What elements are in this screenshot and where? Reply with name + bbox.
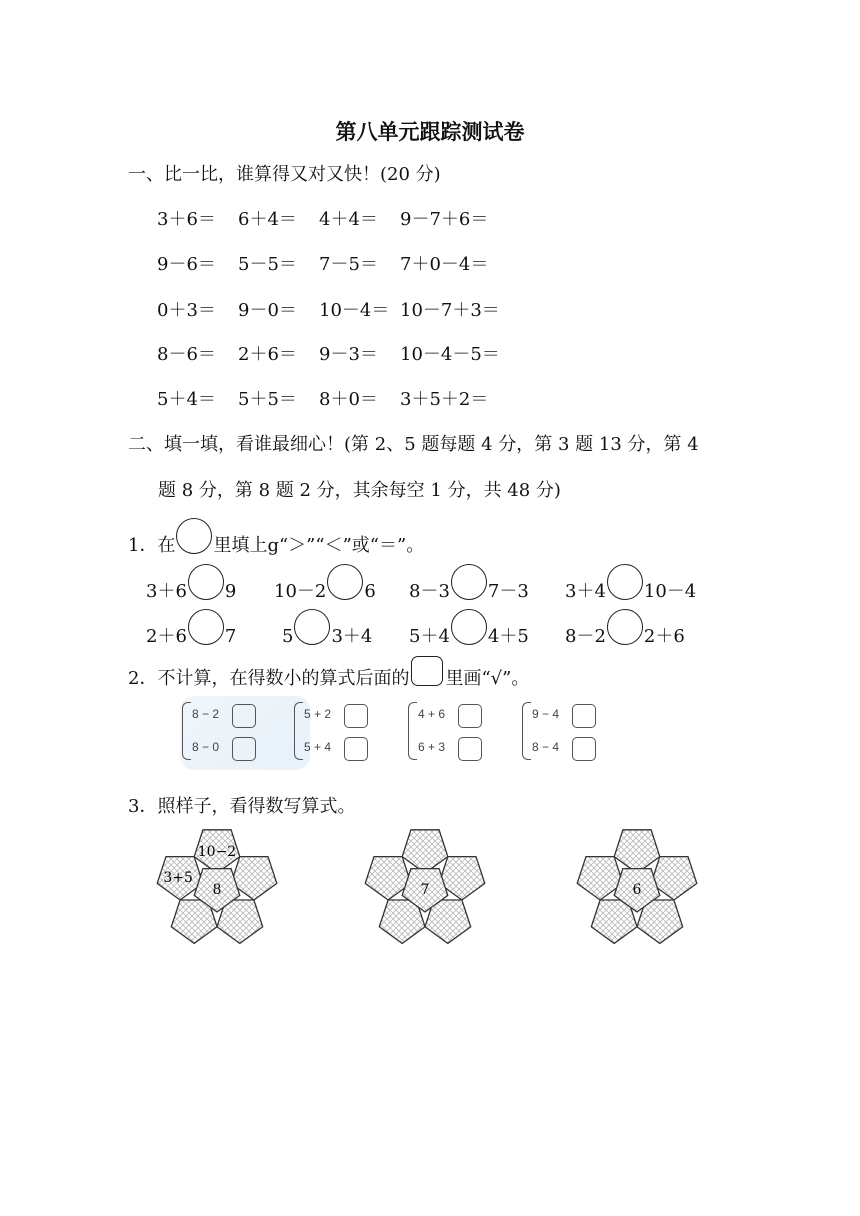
flower-example-expression: 10−2 [197,844,237,861]
compare-left: 5 [282,626,294,647]
calc-item: 9－7＋6＝ [400,209,489,230]
pentagon-flowers [0,820,860,960]
calc-item: 7－5＝ [319,254,378,275]
compare-item [146,619,236,655]
calc-item: 7＋0－4＝ [400,254,489,275]
compare-right: 2＋6 [643,626,685,647]
check-box[interactable] [232,704,256,728]
check-box[interactable] [344,704,368,728]
section2-heading-line1: 二、填一填，看谁最细心！(第 2、5 题每题 4 分，第 3 题 13 分，第 4 [128,434,699,455]
circle-icon [176,518,212,554]
compare-left: 3＋6 [146,581,187,602]
compare-right: 10－4 [643,581,697,602]
answer-circle[interactable] [451,609,487,645]
calc-item: 0＋3＝ [157,300,216,321]
compare-left: 8－2 [565,626,606,647]
page-title: 第八单元跟踪测试卷 [335,120,525,144]
group-expression: 9 − 4 [532,707,560,721]
section2-heading-line2: 题 8 分，第 8 题 2 分，其余每空 1 分，共 48 分) [158,480,561,501]
compare-left: 8－3 [409,581,450,602]
section1-heading: 一、比一比，谁算得又对又快！(20 分) [128,164,441,185]
check-box[interactable] [232,737,256,761]
q2-prefix: 2．不计算，在得数小的算式后面的 [128,668,410,689]
answer-circle[interactable] [607,609,643,645]
calc-item: 6＋4＝ [238,209,297,230]
answer-circle[interactable] [188,564,224,600]
calc-item: 3＋5＋2＝ [400,389,489,410]
compare-left: 2＋6 [146,626,187,647]
group-expression: 8 − 0 [192,740,220,754]
group-expression: 8 − 4 [532,740,560,754]
answer-circle[interactable] [294,609,330,645]
compare-group [190,704,260,764]
brace-icon [522,702,531,760]
compare-left: 5＋4 [409,626,450,647]
calc-item: 10－4＝ [319,300,390,321]
compare-left: 3＋4 [565,581,606,602]
check-box[interactable] [344,737,368,761]
compare-item [274,574,376,610]
q1-instruction [128,528,424,564]
check-box[interactable] [458,737,482,761]
compare-item [146,574,236,610]
compare-item [565,619,685,655]
compare-right: 3＋4 [331,626,373,647]
brace-icon [182,702,191,760]
flower-center-number: 8 [212,882,222,898]
pentagon-flower [577,830,697,944]
compare-item [282,619,372,655]
pentagon-flower [365,830,485,944]
compare-group [416,704,486,764]
petal-pentagon[interactable] [614,830,660,873]
q2-suffix: 里画“√”。 [445,668,530,689]
calc-item: 9－6＝ [157,254,216,275]
group-expression: 6 + 3 [418,740,446,754]
check-box[interactable] [572,737,596,761]
compare-left: 10－2 [274,581,327,602]
answer-circle[interactable] [188,609,224,645]
calc-item: 9－3＝ [319,344,378,365]
calc-item: 8－6＝ [157,344,216,365]
calc-item: 8＋0＝ [319,389,378,410]
calc-item: 5＋4＝ [157,389,216,410]
compare-right: 6 [364,581,376,602]
calc-item: 3＋6＝ [157,209,216,230]
compare-right: 4＋5 [487,626,529,647]
answer-circle[interactable] [451,564,487,600]
calc-item: 2＋6＝ [238,344,297,365]
pentagon-flower [157,830,277,944]
flower-example-expression: 3+5 [163,870,193,886]
group-expression: 5 + 2 [304,707,332,721]
compare-group [530,704,600,764]
flower-center-number: 7 [420,882,430,898]
compare-right: 9 [224,581,237,602]
calc-item: 10－7＋3＝ [400,300,500,321]
calc-item: 4＋4＝ [319,209,378,230]
brace-icon [408,702,417,760]
calc-item: 9－0＝ [238,300,297,321]
calc-item: 5＋5＝ [238,389,297,410]
compare-item [565,574,696,610]
group-expression: 4 + 6 [418,707,446,721]
answer-circle[interactable] [327,564,363,600]
petal-pentagon[interactable] [402,830,448,873]
answer-circle[interactable] [607,564,643,600]
brace-icon [294,702,303,760]
compare-group [302,704,372,764]
flower-center-number: 6 [632,882,642,898]
calc-item: 5－5＝ [238,254,297,275]
calc-item: 10－4－5＝ [400,344,500,365]
group-expression: 5 + 4 [304,740,332,754]
compare-item [409,619,529,655]
q1-prefix: 1．在 [128,535,176,556]
compare-right: 7－3 [487,581,529,602]
compare-right: 7 [224,626,237,647]
compare-item [409,574,529,610]
square-box-icon [411,656,443,686]
q2-instruction [128,664,529,694]
q3-heading: 3．照样子，看得数写算式。 [128,796,356,817]
group-expression: 8 − 2 [192,707,220,721]
q1-suffix: 里填上g“＞”“＜”或“＝”。 [213,535,425,556]
check-box[interactable] [458,704,482,728]
check-box[interactable] [572,704,596,728]
